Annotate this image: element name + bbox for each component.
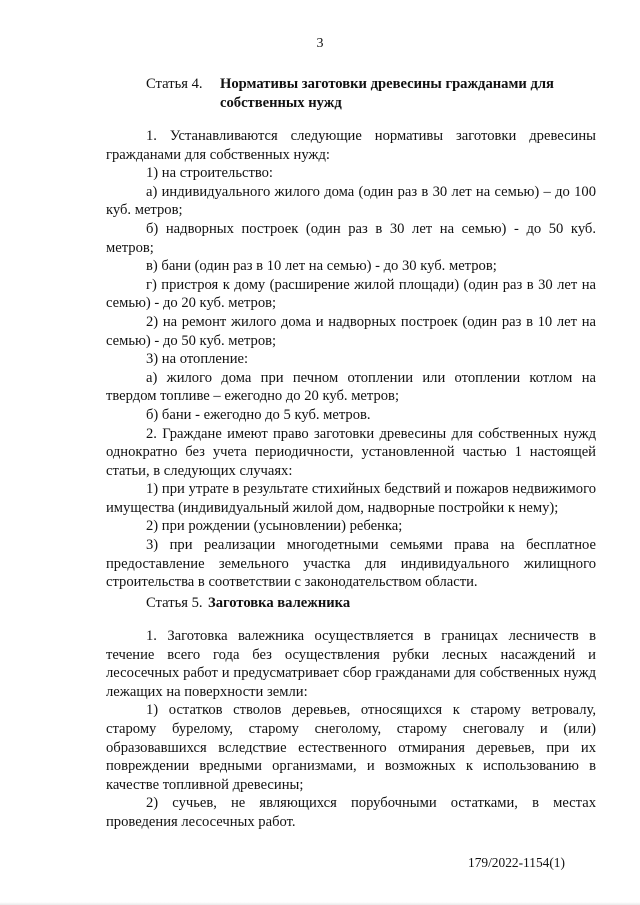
article-5-prefix: Статья 5. (146, 595, 203, 611)
paragraph: в) бани (один раз в 10 лет на семью) - до 30 куб. метров; (146, 258, 497, 275)
paragraph: 2. Граждане имеют право заготовки древесины для собственных нужд однократно без учета периодичности, установленной частью 1 настоящей статьи, в следующих случаях: (106, 425, 596, 479)
paragraph: 2) при рождении (усыновлении) ребенка; (146, 518, 403, 535)
paragraph: 2) на ремонт жилого дома и надворных построек (один раз в 10 лет на семью) - до 50 куб. метров; (106, 313, 596, 349)
paragraph: 2) сучьев, не являющихся порубочными остатками, в местах проведения лесосечных работ. (106, 795, 596, 830)
paragraph: 1) остатков стволов деревьев, относящихся к старому ветровалу, старому бурелому, старому снеголому, старому снеговалу и (или) образовавшихся вследствие естественного отмирания деревьев, при их повреждении вредными организмами, и возможных к использованию в качестве топливной древесины; (106, 702, 596, 793)
paragraph: 1) при утрате в результате стихийных бедствий и пожаров недвижимого имущества (индивидуальный жилой дом, надворные постройки к нему); (106, 481, 596, 516)
page-number: 3 (316, 36, 324, 51)
paragraph: 3) при реализации многодетными семьями права на бесплатное предоставление земельного участка для индивидуального жилищного строительства в соответствии с законодательством области. (106, 537, 596, 591)
paragraph: 1. Устанавливаются следующие нормативы заготовки древесины гражданами для собственных нужд: (106, 128, 596, 163)
article-4-title-line-2: собственных нужд (220, 94, 342, 111)
article-4-title-line-1: Нормативы заготовки древесины гражданами для (220, 76, 554, 92)
paragraph: а) жилого дома при печном отоплении или отоплении котлом на твердом топливе – ежегодно до 20 куб. метров; (106, 369, 596, 405)
paragraph: б) бани - ежегодно до 5 куб. метров. (146, 406, 371, 423)
article-5-body (106, 627, 596, 832)
article-4-title (220, 75, 596, 112)
paragraph: б) надворных построек (один раз в 30 лет на семью) - до 50 куб. метров; (106, 220, 596, 256)
article-5-title (208, 594, 584, 613)
article-4-body (106, 127, 596, 592)
article-5-title-line: Заготовка валежника (208, 595, 351, 611)
paragraph: г) пристроя к дому (расширение жилой площади) (один раз в 30 лет на семью) - до 20 куб. метров; (106, 276, 596, 312)
paragraph: 3) на отопление: (146, 351, 249, 368)
paragraph: 1) на строительство: (146, 165, 273, 182)
document-code: 179/2022-1154(1) (468, 855, 565, 870)
paragraph: а) индивидуального жилого дома (один раз в 30 лет на семью) – до 100 куб. метров; (106, 183, 596, 219)
paragraph: 1. Заготовка валежника осуществляется в границах лесничеств в течение всего года без осуществления рубки лесных насаждений и лесосечных работ и предусматривает сбор гражданами для собственных нужд лежащих на поверхности земли: (106, 628, 596, 700)
article-4-prefix: Статья 4. (146, 76, 203, 92)
